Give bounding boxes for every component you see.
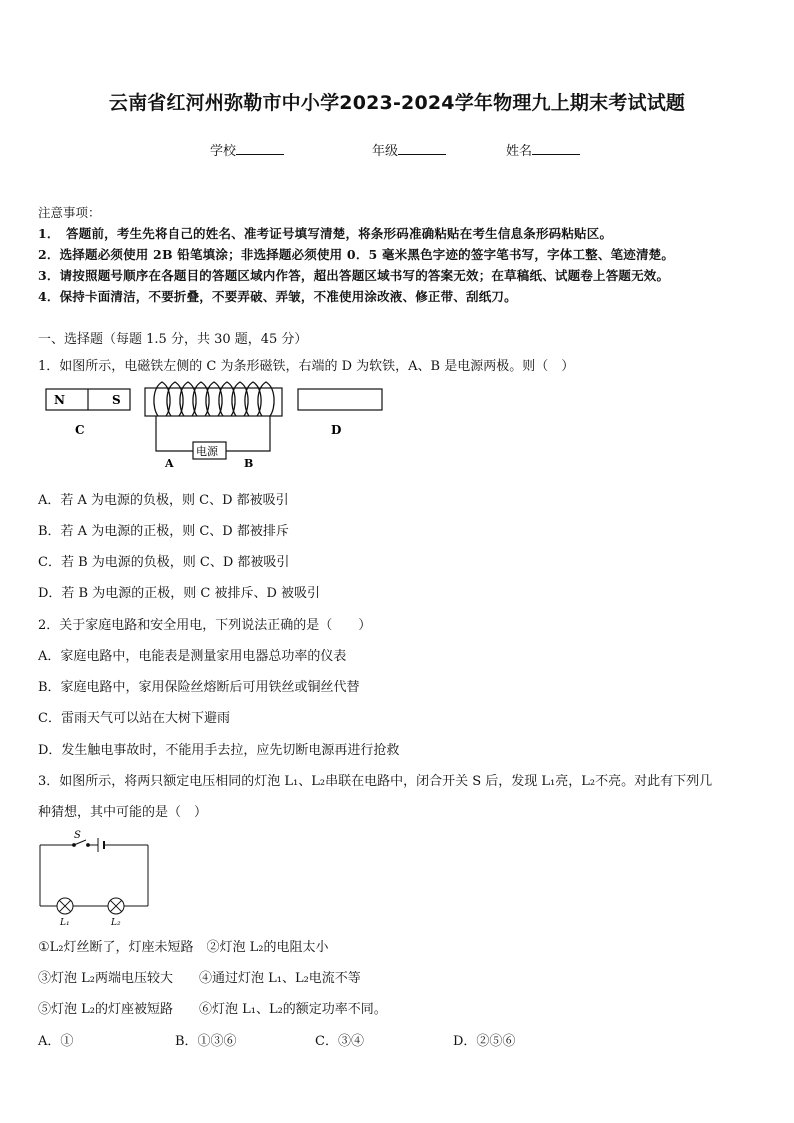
- lamp-l1-label: L₁: [60, 918, 70, 928]
- electromagnet-coil: [154, 382, 274, 416]
- q3-circuit-figure: [36, 830, 156, 928]
- name-label: 姓名: [506, 144, 533, 159]
- grade-field: [372, 140, 446, 159]
- q2-option-d: D．发生触电事故时，不能用手去拉，应先切断电源再进行抢救: [38, 743, 400, 758]
- q2-option-b: B．家庭电路中，家用保险丝熔断后可用铁丝或铜丝代替: [38, 680, 360, 695]
- label-a: A: [165, 457, 174, 470]
- question-2-stem: 2．关于家庭电路和安全用电，下列说法正确的是（ ）: [38, 618, 372, 633]
- label-b: B: [244, 457, 254, 470]
- lamp-l2-label: L₂: [111, 918, 121, 928]
- switch-label: S: [74, 830, 81, 841]
- q1-option-b: B．若 A 为电源的正极，则 C、D 都被排斥: [38, 524, 289, 539]
- q3-option-a: A．①: [38, 1034, 74, 1049]
- school-blank: [236, 142, 284, 155]
- q3-guess-line: ③灯泡 L₂两端电压较大 ④通过灯泡 L₁、L₂电流不等: [38, 971, 361, 986]
- question-3-stem-line2: 种猜想，其中可能的是（ ）: [38, 805, 208, 820]
- power-supply-label: 电源: [196, 445, 218, 458]
- label-d: D: [331, 423, 342, 437]
- page-title: 云南省红河州弥勒市中小学2023-2024学年物理九上期末考试试题: [108, 92, 686, 114]
- notes-title: 注意事项：: [38, 205, 101, 220]
- question-3-stem-line1: 3．如图所示，将两只额定电压相同的灯泡 L₁、L₂串联在电路中，闭合开关 S 后，发现 L₁亮，L₂不亮。对此有下列几: [38, 774, 713, 789]
- q1-option-a: A．若 A 为电源的负极，则 C、D 都被吸引: [38, 493, 289, 508]
- note-item: 2．选择题必须使用 2B 铅笔填涂；非选择题必须使用 0．5 毫米黑色字迹的签字笔书写，字体工整、笔迹清楚。: [38, 247, 675, 262]
- q3-guess-line: ⑤灯泡 L₂的灯座被短路 ⑥灯泡 L₁、L₂的额定功率不同。: [38, 1002, 387, 1017]
- q1-option-d: D．若 B 为电源的正极，则 C 被排斥、D 被吸引: [38, 586, 321, 601]
- grade-label: 年级: [372, 144, 399, 159]
- q3-guess-line: ①L₂灯丝断了，灯座未短路 ②灯泡 L₂的电阻太小: [38, 940, 329, 955]
- q1-electromagnet-figure: [40, 378, 390, 474]
- school-field: [210, 140, 284, 159]
- school-label: 学校: [210, 144, 237, 159]
- magnet-s-label: S: [112, 393, 121, 407]
- note-item: 4．保持卡面清洁，不要折叠，不要弄破、弄皱，不准使用涂改液、修正带、刮纸刀。: [38, 289, 517, 304]
- grade-blank: [398, 142, 446, 155]
- q3-option-d: D．②⑤⑥: [453, 1034, 516, 1049]
- q3-option-b: B．①③⑥: [175, 1034, 237, 1049]
- q1-option-c: C．若 B 为电源的负极，则 C、D 都被吸引: [38, 555, 290, 570]
- note-item: 1． 答题前，考生先将自己的姓名、准考证号填写清楚，将条形码准确粘贴在考生信息条形码粘贴区。: [38, 226, 613, 241]
- soft-iron: [298, 389, 382, 410]
- name-blank: [532, 142, 580, 155]
- note-item: 3．请按照题号顺序在各题目的答题区域内作答，超出答题区域书写的答案无效；在草稿纸、试题卷上答题无效。: [38, 268, 670, 283]
- q2-option-a: A．家庭电路中，电能表是测量家用电器总功率的仪表: [38, 649, 347, 664]
- q3-option-c: C．③④: [315, 1034, 364, 1049]
- magnet-n-label: N: [54, 393, 65, 407]
- label-c: C: [75, 423, 85, 437]
- q2-option-c: C．雷雨天气可以站在大树下避雨: [38, 711, 230, 726]
- question-1-stem: 1．如图所示，电磁铁左侧的 C 为条形磁铁，右端的 D 为软铁，A、B 是电源两极。则（ ）: [38, 359, 575, 374]
- section-heading: 一、选择题（每题 1.5 分，共 30 题，45 分）: [38, 332, 308, 347]
- name-field: [506, 140, 580, 159]
